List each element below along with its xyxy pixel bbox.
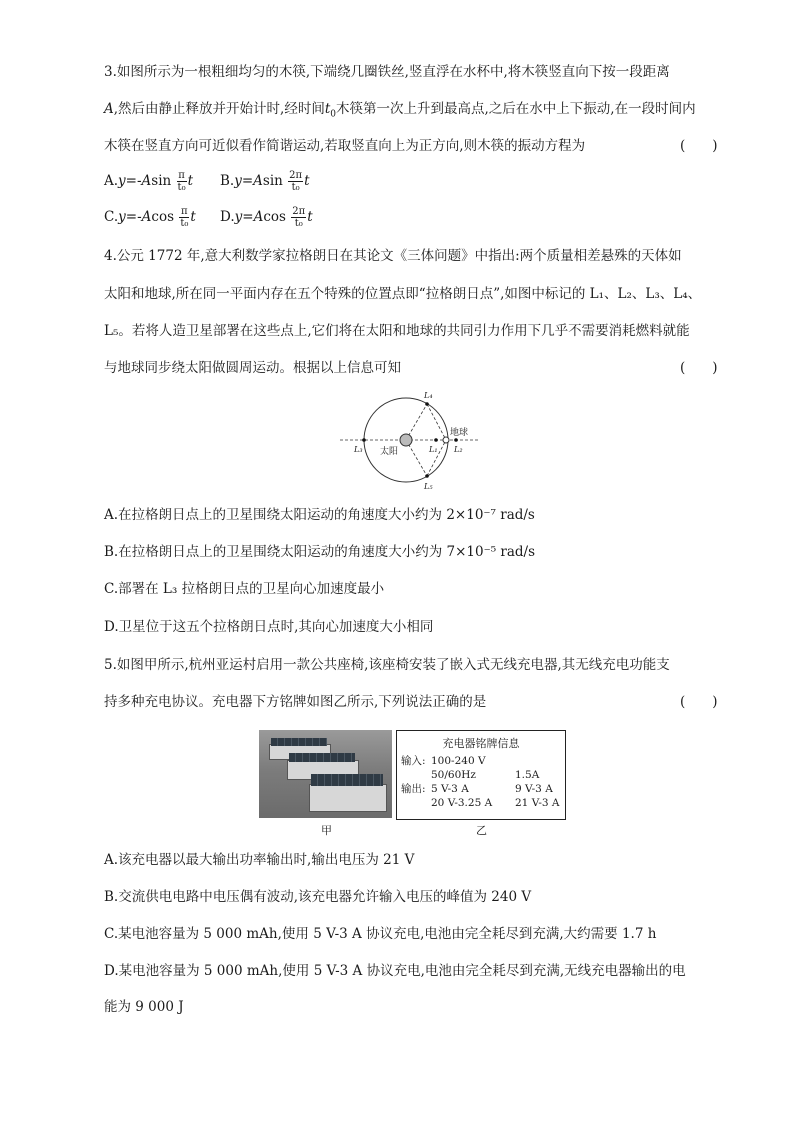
q4-option-c[interactable]: C.部署在 L₃ 拉格朗日点的卫星向心加速度最小 xyxy=(104,581,385,597)
input-frequency: 50/60Hz xyxy=(431,769,476,781)
option-fn: sin xyxy=(262,173,283,189)
option-expr: y=-A xyxy=(118,209,152,225)
option-label: D. xyxy=(220,209,235,225)
option-var: t xyxy=(307,209,313,225)
q4-stem-line-2: 太阳和地球,所在同一平面内存在五个特殊的位置点即“拉格朗日点”,如图中标记的 L₁、L₂、L₃、L₄、 xyxy=(104,286,702,302)
q3-stem-line-2-rest: 木筷第一次上升到最高点,之后在水中上下振动,在一段时间内 xyxy=(336,101,696,117)
q3-answer-paren: ( ) xyxy=(680,138,718,154)
l1-point xyxy=(434,438,438,442)
q3-stem-line-2-text: ,然后由静止释放并开始计时,经时间 xyxy=(113,101,325,117)
q5-option-d-cont: 能为 9 000 J xyxy=(104,999,184,1015)
option-var: t xyxy=(190,209,196,225)
sun-icon xyxy=(400,434,412,446)
caption-right: 乙 xyxy=(476,824,487,837)
output-label: 输出: xyxy=(401,783,426,795)
q5-option-b[interactable]: B.交流供电电路中电压偶有波动,该充电器允许输入电压的峰值为 240 V xyxy=(104,889,532,905)
q3-stem-line-3: 木筷在竖直方向可近似看作简谐运动,若取竖直向上为正方向,则木筷的振动方程为 xyxy=(104,138,586,154)
l3-point xyxy=(362,438,366,442)
q3-stem-line-2 xyxy=(104,99,696,125)
q3-option-a[interactable] xyxy=(104,170,193,193)
input-voltage: 100-240 V xyxy=(431,755,486,767)
sun-label: 太阳 xyxy=(380,447,399,457)
q3-stem-line-1: 3.如图所示为一根粗细均匀的木筷,下端绕几圈铁丝,竖直浮在水杯中,将木筷竖直向下按一段距离 xyxy=(104,64,670,80)
solar-panel-front xyxy=(311,774,383,786)
l4-earth-line xyxy=(427,404,446,440)
solar-panel-middle xyxy=(289,753,355,762)
option-expr: y=A xyxy=(234,173,263,189)
option-expr: y=A xyxy=(234,209,264,225)
q5-stem-line-1: 5.如图甲所示,杭州亚运村启用一款公共座椅,该座椅安装了嵌入式无线充电器,其无线充电功能支 xyxy=(104,657,670,673)
caption-left: 甲 xyxy=(321,824,332,837)
q3-var-a: A xyxy=(104,101,114,117)
l4-point xyxy=(425,402,429,406)
bench-photo xyxy=(259,730,392,818)
q3-option-d[interactable] xyxy=(220,206,313,229)
output-9v: 9 V-3 A xyxy=(515,783,553,795)
output-21v: 21 V-3 A xyxy=(515,797,560,809)
option-fn: cos xyxy=(263,209,286,225)
option-var: t xyxy=(187,173,194,189)
output-20v: 20 V-3.25 A xyxy=(431,797,493,809)
earth-label: 地球 xyxy=(450,428,469,438)
solar-panel-back xyxy=(271,738,327,746)
q3-option-c[interactable] xyxy=(104,206,196,229)
option-fraction: $\frac{2\pi}{\text{t₀}}$ xyxy=(292,206,306,229)
q4-stem-line-4: 与地球同步绕太阳做圆周运动。根据以上信息可知 xyxy=(104,360,401,376)
l2-label: L₂ xyxy=(454,445,463,454)
q4-option-a[interactable]: A.在拉格朗日点上的卫星围绕太阳运动的角速度大小约为 2×10⁻⁷ rad/s xyxy=(104,507,535,523)
input-current: 1.5A xyxy=(515,769,540,781)
option-label: C. xyxy=(104,209,119,225)
l3-label: L₃ xyxy=(354,445,363,454)
q4-stem-line-3: L₅。若将人造卫星部署在这些点上,它们将在太阳和地球的共同引力作用下几乎不需要消耗燃料就能 xyxy=(104,323,690,339)
option-label: A. xyxy=(104,173,119,189)
lagrange-points-diagram xyxy=(340,388,480,492)
earth-icon xyxy=(443,437,449,443)
option-label: B. xyxy=(220,173,235,189)
l5-label: L₅ xyxy=(424,482,433,491)
l2-point xyxy=(454,438,458,442)
nameplate-title: 充电器铭牌信息 xyxy=(442,737,520,750)
option-fraction: $\frac{2\pi}{\text{t₀}}$ xyxy=(289,170,303,193)
q5-answer-paren: ( ) xyxy=(680,694,718,710)
q3-var-t: t xyxy=(324,101,331,117)
q3-option-b[interactable] xyxy=(220,170,310,193)
option-fn: sin xyxy=(151,173,172,189)
q4-option-d[interactable]: D.卫星位于这五个拉格朗日点时,其向心加速度大小相同 xyxy=(104,619,434,635)
q4-answer-paren: ( ) xyxy=(680,360,718,376)
q3-var-t-sub: 0 xyxy=(330,109,337,120)
option-fraction: $\frac{\pi}{\text{t₀}}$ xyxy=(177,170,186,193)
q4-option-b[interactable]: B.在拉格朗日点上的卫星围绕太阳运动的角速度大小约为 7×10⁻⁵ rad/s xyxy=(104,544,536,560)
charger-nameplate xyxy=(396,730,566,820)
l1-label: L₁ xyxy=(429,445,438,454)
output-5v: 5 V-3 A xyxy=(431,783,469,795)
option-var: t xyxy=(304,173,310,189)
q4-stem-line-1: 4.公元 1772 年,意大利数学家拉格朗日在其论文《三体问题》中指出:两个质量相差悬殊的天体如 xyxy=(104,248,682,264)
option-fraction: $\frac{\pi}{\text{t₀}}$ xyxy=(180,206,189,229)
option-fn: cos xyxy=(151,209,175,225)
input-label: 输入: xyxy=(401,755,426,767)
q5-option-d[interactable]: D.某电池容量为 5 000 mAh,使用 5 V-3 A 协议充电,电池由完全耗尽到充满,无线充电器输出的电 xyxy=(104,963,686,979)
q5-option-a[interactable]: A.该充电器以最大输出功率输出时,输出电压为 21 V xyxy=(104,852,415,868)
l5-point xyxy=(425,474,429,478)
l4-label: L₄ xyxy=(424,391,433,400)
q5-option-c[interactable]: C.某电池容量为 5 000 mAh,使用 5 V-3 A 协议充电,电池由完全耗尽到充满,大约需要 1.7 h xyxy=(104,926,657,942)
option-expr: y=-A xyxy=(118,173,152,189)
q5-stem-line-2: 持多种充电协议。充电器下方铭牌如图乙所示,下列说法正确的是 xyxy=(104,694,487,710)
bench-front xyxy=(309,784,387,812)
